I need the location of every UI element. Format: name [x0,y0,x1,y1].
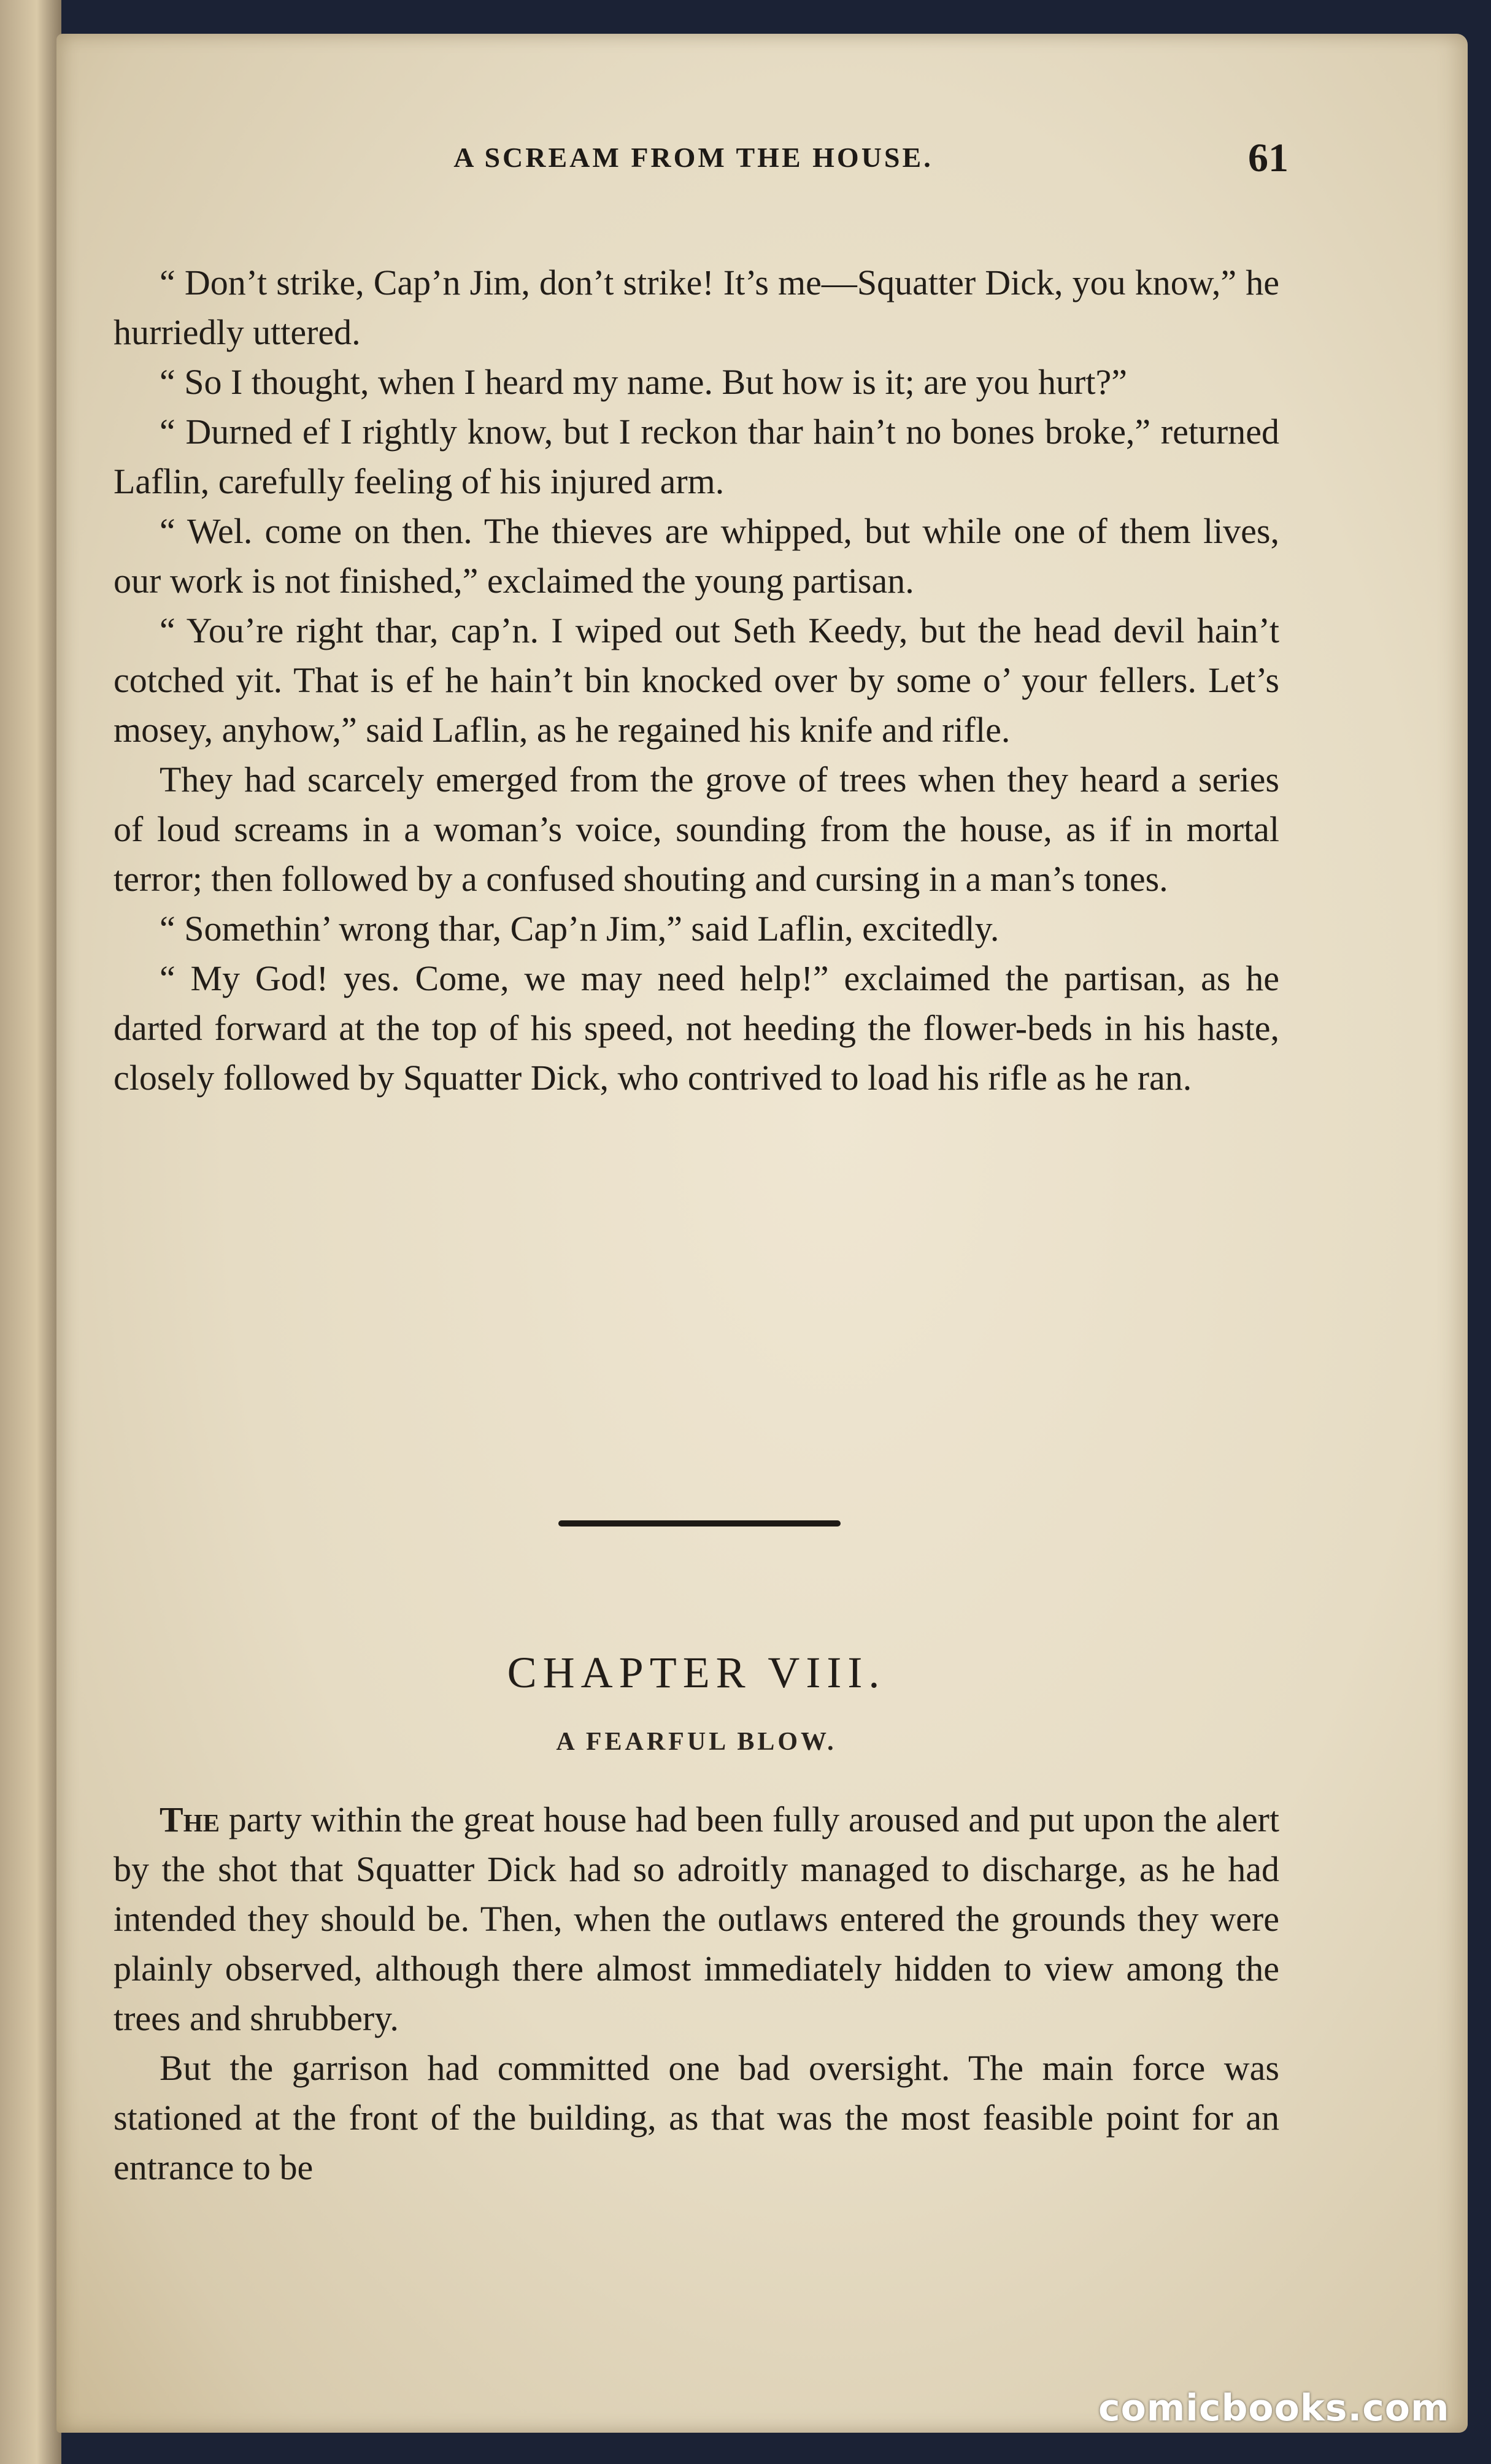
body-text [114,258,1279,1103]
page-number: 61 [1248,136,1289,180]
paragraph-rest: party within the great house had been fully aroused and put upon the alert by the shot that Squatter Dick had so adroitly managed to discharge, as he had intended they should be. Then, when the outlaws entered the grounds they were plainly observed, although there almost immediately hidden to view among the trees and shrubbery. [114,1800,1279,2038]
chapter-subtitle: A FEARFUL BLOW. [556,1728,837,1756]
paragraph: “ You’re right thar, cap’n. I wiped out Seth Keedy, but the head devil hain’t cotched yit. That is ef he hain’t bin knocked over by some o’ your fellers. Let’s mosey, anyhow,” said Laflin, as he regained his knife and rifle. [114,610,1279,750]
paragraph: “ Somethin’ wrong thar, Cap’n Jim,” said Laflin, excitedly. [160,909,1000,949]
paragraph: “ Wel. come on then. The thieves are whipped, but while one of them lives, our work is not finished,” exclaimed the young partisan. [114,511,1279,601]
paragraph: “ So I thought, when I heard my name. But how is it; are you hurt?” [160,362,1127,402]
section-divider-rule [558,1520,841,1527]
paragraph: “ Don’t strike, Cap’n Jim, don’t strike! It’s me—Squatter Dick, you know,” he hurriedly uttered. [114,263,1279,352]
running-title: A SCREAM FROM THE HOUSE. [453,142,933,173]
paragraph: They had scarcely emerged from the grove of trees when they heard a series of loud screams in a woman’s voice, sounding from the house, as if in mortal terror; then followed by a confused shouting and cursing in a man’s tones. [114,760,1279,899]
watermark: comicbooks.com [1098,2387,1450,2430]
chapter-text [114,1795,1279,2192]
paragraph: “ Durned ef I rightly know, but I reckon thar hain’t no bones broke,” returned Laflin, carefully feeling of his injured arm. [114,412,1279,501]
chapter-heading: CHAPTER VIII. [507,1648,886,1697]
adjacent-page-edge [0,0,61,2464]
page-header [110,135,1289,184]
chapter-paragraph [114,1795,1279,2043]
paragraph: “ My God! yes. Come, we may need help!” exclaimed the partisan, as he darted forward at the top of his speed, not heeding the flower-beds in his haste, closely followed by Squatter Dick, who contrived to load his rifle as he ran. [114,958,1279,1098]
lead-word: The [160,1800,220,1839]
chapter-paragraph: But the garrison had committed one bad oversight. The main force was stationed at the front of the building, as that was the most feasible point for an entrance to be [114,2048,1279,2187]
